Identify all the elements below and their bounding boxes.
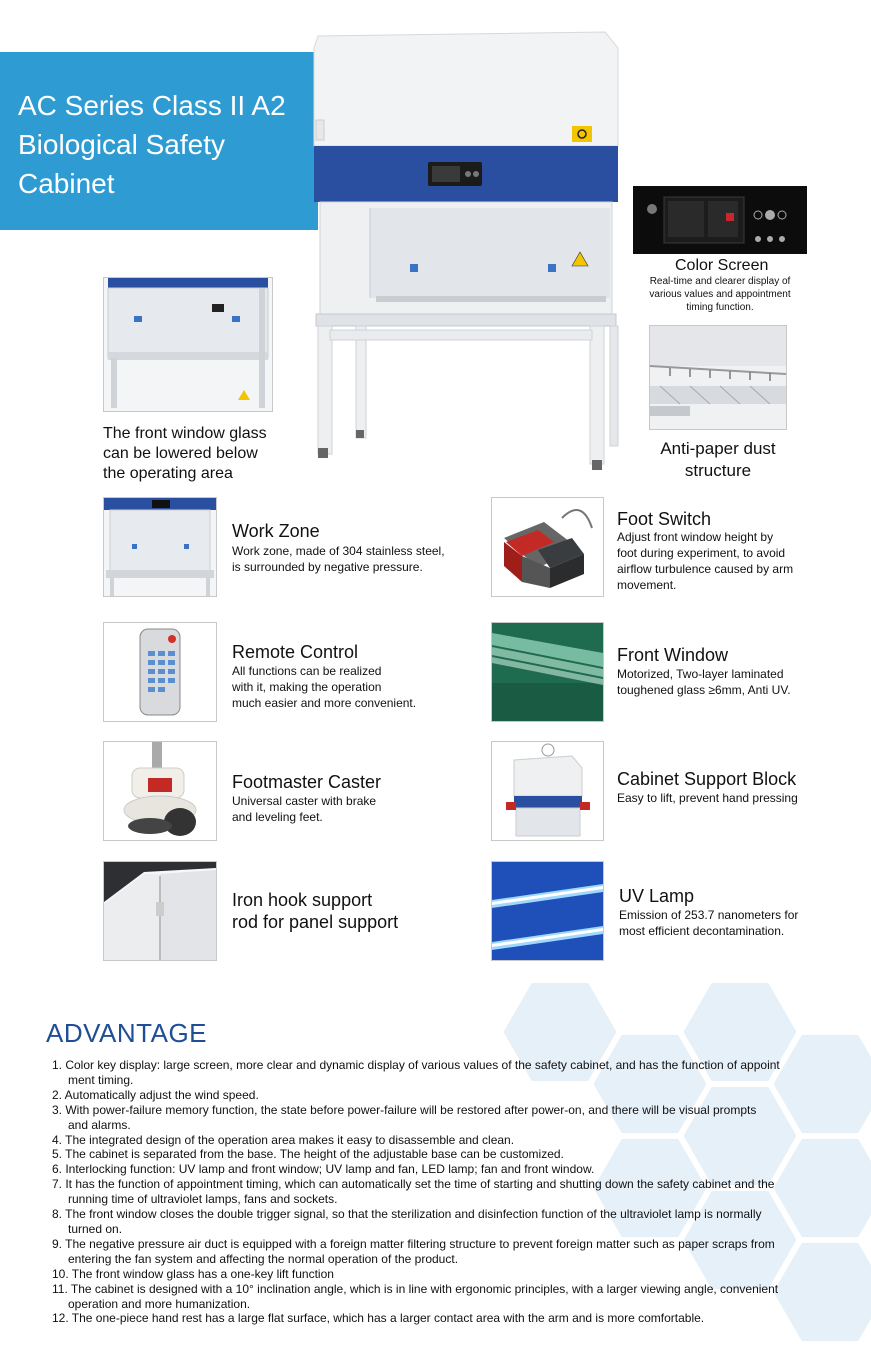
advantage-item-text: 12. The one-piece hand rest has a large flat surface, which has a larger contact area with the arm and is more comfortable. [52,1311,705,1326]
anti-paper-caption-line: Anti-paper dust [660,439,776,458]
front-window-image [491,622,604,722]
front-glass-caption-line: The front window glass [103,425,267,442]
foot-switch-desc-line: movement. [617,578,677,592]
footmaster-caster-image [103,741,217,841]
advantage-item-text: 10. The front window glass has a one-key lift function [52,1266,334,1281]
advantage-item [44,1267,844,1282]
advantage-item-text: 7. It has the function of appointment timing, which can automatically set the time of starting and shutting down the safety cabinet and the [52,1177,775,1192]
footmaster-caster-desc-line: and leveling feet. [232,810,323,824]
advantage-item [44,1088,844,1103]
foot-switch-title: Foot Switch [617,509,712,529]
cabinet-support-block-title: Cabinet Support Block [617,769,797,789]
work-zone-desc [232,543,445,575]
cabinet-support-block-desc-line: Easy to lift, prevent hand pressing [617,791,798,805]
advantage-item-text: 5. The cabinet is separated from the base. The height of the adjustable base can be customized. [52,1147,564,1162]
uv-lamp-desc [619,907,798,939]
advantage-item-text: 3. With power-failure memory function, the state before power-failure will be restored after power-on, and there will be visual prompts [52,1102,757,1117]
footmaster-caster-desc-line: Universal caster with brake [232,794,377,808]
advantage-item-text: ment timing. [68,1072,134,1087]
title-banner [0,52,318,230]
front-window-desc-line: Motorized, Two-layer laminated [617,667,784,681]
advantage-item-text: entering the fan system and affecting the normal operation of the product. [68,1251,459,1266]
foot-switch-desc [617,529,793,593]
remote-control-title: Remote Control [232,642,359,662]
uv-lamp-image [491,861,604,961]
foot-switch-desc-line: foot during experiment, to avoid [617,546,786,560]
advantage-item [44,1237,844,1267]
front-window-desc [617,666,791,698]
advantage-item-text: 8. The front window closes the double trigger signal, so that the sterilization and disinfection function of the ultraviolet lamp is normally [52,1207,762,1222]
front-window-desc-line: toughened glass ≥6mm, Anti UV. [617,683,791,697]
iron-hook-title-line: Iron hook support [232,890,373,910]
anti-paper-dust-caption [653,438,783,482]
advantage-item [44,1147,844,1162]
iron-hook-support-title [232,889,398,933]
anti-paper-dust-image [649,325,787,430]
uv-lamp-desc-line: most efficient decontamination. [619,924,785,938]
biohazard-icon [572,126,592,142]
advantage-item [44,1133,844,1148]
advantage-heading: ADVANTAGE [46,1018,208,1048]
front-glass-image [103,277,273,412]
front-window-title: Front Window [617,645,729,665]
uv-lamp-title: UV Lamp [619,886,695,906]
remote-control-image [103,622,217,722]
color-screen-desc-line: timing function. [686,302,754,313]
cabinet-support-block-desc [617,790,798,806]
color-screen-title: Color Screen [675,257,769,274]
advantage-item-text: 6. Interlocking function: UV lamp and front window; UV lamp and fan, LED lamp; fan and front window. [52,1162,595,1177]
color-screen-image [633,186,807,254]
anti-paper-caption-line: structure [684,461,752,480]
advantage-item [44,1058,844,1088]
advantage-item-text: 1. Color key display: large screen, more clear and dynamic display of various values of the safety cabinet, and has the function of appoint [52,1058,780,1072]
front-glass-caption [103,424,267,484]
remote-control-desc-line: much easier and more convenient. [232,696,417,710]
foot-switch-desc-line: airflow turbulence caused by arm [617,562,794,576]
advantage-item [44,1177,844,1207]
color-screen-desc [638,275,802,314]
cabinet-illustration [300,28,630,473]
advantage-item [44,1311,844,1326]
advantage-item [44,1207,844,1237]
advantage-item-text: 9. The negative pressure air duct is equipped with a foreign matter filtering structure to prevent foreign matter such as paper scraps from [52,1236,775,1251]
color-screen-desc-line: various values and appointment [649,289,791,300]
advantage-item-text: 4. The integrated design of the operation area makes it easy to disassemble and clean. [52,1132,515,1147]
advantage-item-text: 11. The cabinet is designed with a 10° inclination angle, which is in line with ergonomic principles, with a larger viewing angle, convenient [52,1281,779,1296]
remote-control-desc-line: with it, making the operation [232,680,382,694]
advantage-item [44,1282,844,1312]
uv-lamp-desc-line: Emission of 253.7 nanometers for [619,908,799,922]
advantage-list [44,1058,844,1326]
advantage-item [44,1162,844,1177]
title-line-3: Cabinet [18,168,115,199]
footmaster-caster-title: Footmaster Caster [232,772,382,792]
work-zone-title: Work Zone [232,521,320,541]
work-zone-desc-line: is surrounded by negative pressure. [232,560,423,574]
advantage-item-text: operation and more humanization. [68,1296,251,1311]
footmaster-caster-desc [232,793,376,825]
remote-control-desc-line: All functions can be realized [232,664,382,678]
front-glass-caption-line: can be lowered below [103,445,258,462]
work-zone-desc-line: Work zone, made of 304 stainless steel, [232,544,445,558]
work-zone-image [103,497,217,597]
foot-switch-image [491,497,604,597]
color-screen-desc-line: Real-time and clearer display of [649,276,791,287]
advantage-item-text: 2. Automatically adjust the wind speed. [52,1087,259,1102]
title-line-2: Biological Safety [18,129,226,160]
advantage-item-text: and alarms. [68,1117,131,1132]
advantage-item [44,1103,844,1133]
title-line-1: AC Series Class II A2 [18,90,286,121]
iron-hook-title-line: rod for panel support [232,912,399,932]
cabinet-support-block-image [491,741,604,841]
front-glass-caption-line: the operating area [103,465,233,482]
remote-control-desc [232,663,416,711]
advantage-item-text: turned on. [68,1221,123,1236]
foot-switch-desc-line: Adjust front window height by [617,530,774,544]
iron-hook-support-image [103,861,217,961]
advantage-item-text: running time of ultraviolet lamps, fans and sockets. [68,1192,338,1207]
